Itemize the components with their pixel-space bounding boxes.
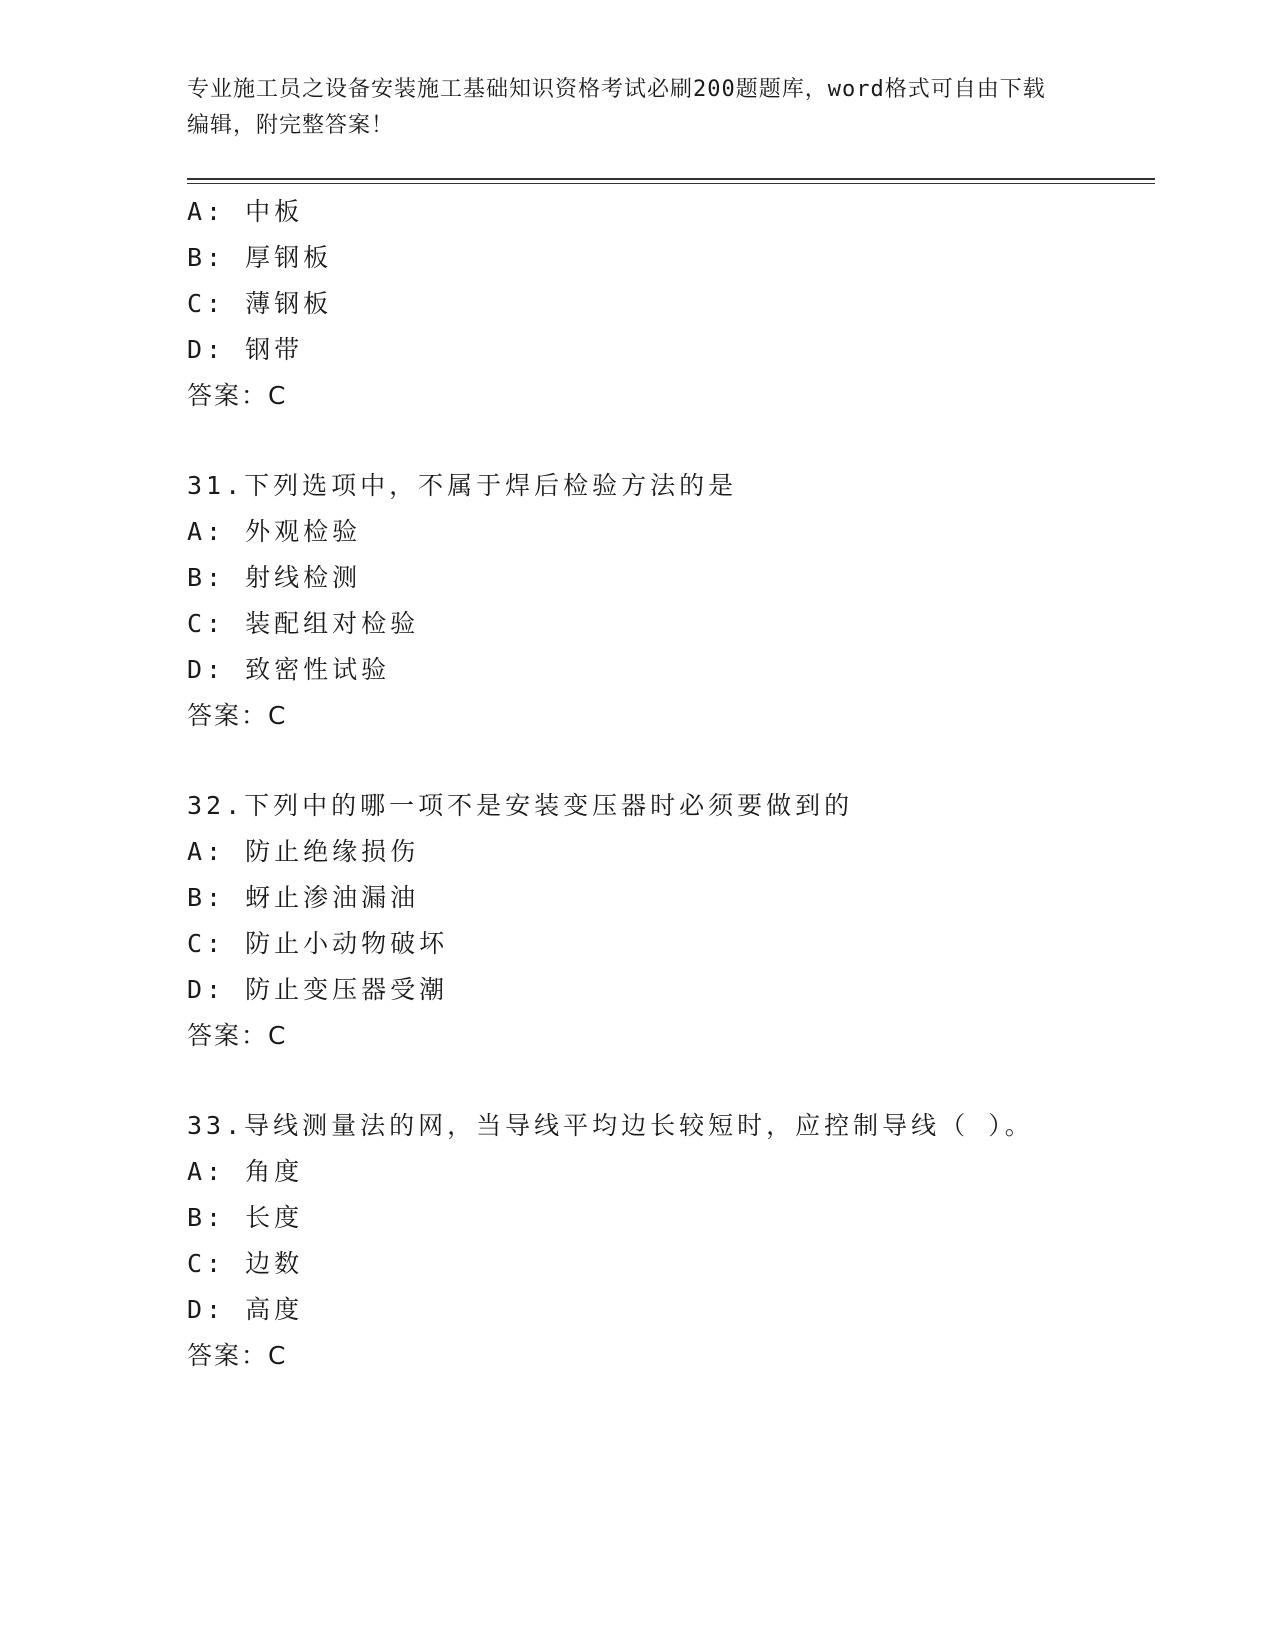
option-c: C: 装配组对检验 [187,609,420,638]
option-d: D: 致密性试验 [187,655,391,684]
answer-line: 答案：C [187,701,288,730]
spacer [187,1059,1155,1103]
question-stem: 31.下列选项中，不属于焊后检验方法的是 [187,471,738,500]
option-d: D: 高度 [187,1295,304,1324]
answer-line: 答案：C [187,1341,288,1370]
answer-line: 答案：C [187,1021,288,1050]
question-block-previous [187,189,1155,419]
question-block-31 [187,463,1155,739]
spacer [187,739,1155,783]
document-header-title: 专业施工员之设备安装施工基础知识资格考试必刷200题题库，word格式可自由下载编辑，附完整答案！ [187,77,1046,138]
header-divider [187,178,1155,184]
option-b: B: 射线检测 [187,563,362,592]
option-b: B: 蚜止渗油漏油 [187,883,420,912]
option-d: D: 钢带 [187,335,304,364]
option-d: D: 防止变压器受潮 [187,975,449,1004]
option-a: A: 外观检验 [187,517,362,546]
option-a: A: 中板 [187,197,304,226]
answer-line: 答案：C [187,381,288,410]
question-list [187,189,1155,1379]
option-c: C: 防止小动物破坏 [187,929,449,958]
option-c: C: 边数 [187,1249,304,1278]
option-b: B: 厚钢板 [187,243,333,272]
option-a: A: 防止绝缘损伤 [187,837,420,866]
question-stem: 33.导线测量法的网，当导线平均边长较短时，应控制导线（ ）。 [187,1111,1034,1140]
spacer [187,419,1155,463]
question-block-32 [187,783,1155,1059]
option-c: C: 薄钢板 [187,289,333,318]
question-block-33 [187,1103,1155,1379]
option-a: A: 角度 [187,1157,304,1186]
question-stem: 32.下列中的哪一项不是安装变压器时必须要做到的 [187,791,854,820]
option-b: B: 长度 [187,1203,304,1232]
